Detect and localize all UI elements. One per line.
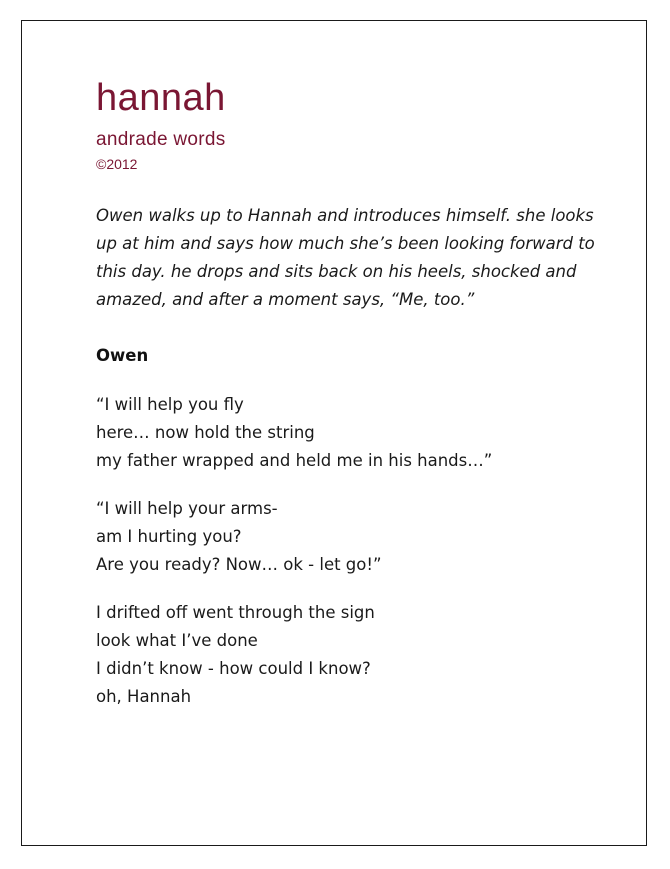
stanza-line: my father wrapped and held me in his hands…” [96,451,493,470]
stanza-line: I drifted off went through the sign [96,603,375,622]
stanza-line: Are you ready? Now… ok - let go!” [96,555,382,574]
page-title: hannah [96,77,226,119]
stanza-line: I didn’t know - how could I know? [96,659,371,678]
copyright-notice: ©2012 [96,156,138,172]
page-frame [21,20,647,846]
speaker-heading: Owen [96,346,149,365]
stanza [96,495,382,579]
intro-paragraph: Owen walks up to Hannah and introduces himself. she looks up at him and says how much she’s been looking forward to this day. he drops and sits back on his heels, shocked and amazed, and after a moment says, “Me, too.” [96,206,595,309]
stanza-line: “I will help your arms- [96,499,278,518]
stanza-line: oh, Hannah [96,687,192,706]
stanza-line: look what I’ve done [96,631,258,650]
stanza [96,391,492,475]
stanza-line: “I will help you fly [96,395,244,414]
stanza-line: am I hurting you? [96,527,242,546]
page-subtitle: andrade words [96,129,226,150]
stanza-line: here… now hold the string [96,423,315,442]
stanza [96,599,375,711]
